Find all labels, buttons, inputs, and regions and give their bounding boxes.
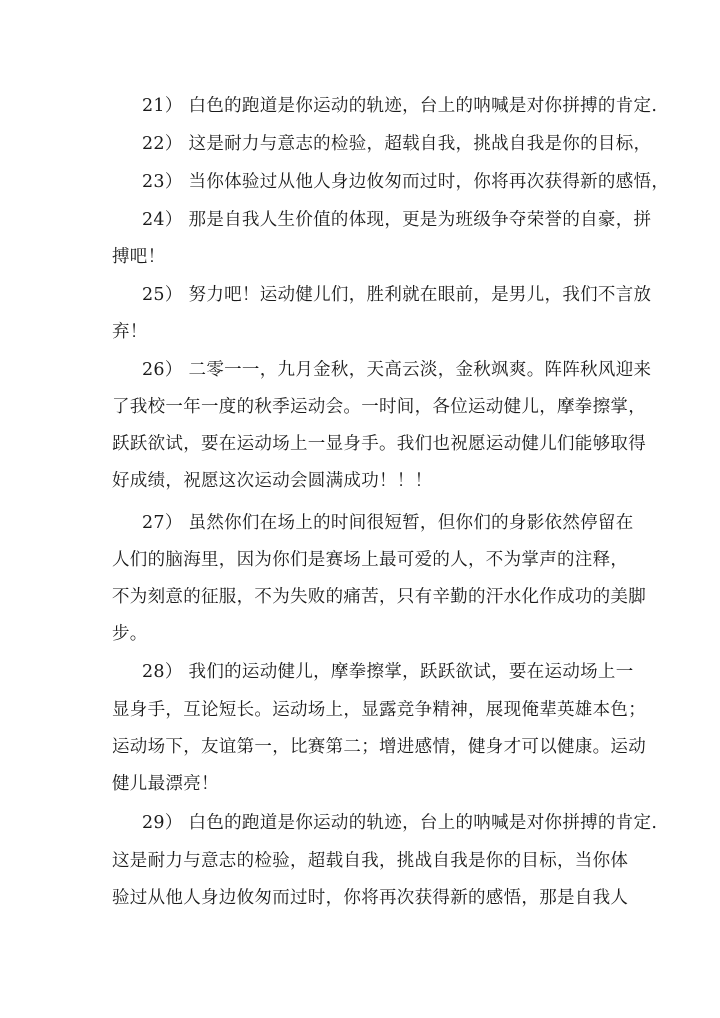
paragraph-29-line-3: 验过从他人身边攸匆而过时，你将再次获得新的感悟，那是自我人 bbox=[112, 888, 629, 908]
paragraph-26-line-1: 26） 二零一一，九月金秋，天高云淡，金秋飒爽。阵阵秋风迎来 bbox=[142, 360, 652, 380]
paragraph-24-line-2: 搏吧！ bbox=[112, 247, 166, 267]
paragraph-27-line-2: 人们的脑海里，因为你们是赛场上最可爱的人，不为掌声的注释， bbox=[112, 550, 629, 570]
paragraph-28-line-1: 28） 我们的运动健儿，摩拳擦掌，跃跃欲试，要在运动场上一 bbox=[142, 662, 634, 682]
paragraph-27-line-4: 步。 bbox=[112, 624, 148, 644]
paragraph-22-line-1: 22） 这是耐力与意志的检验，超载自我，挑战自我是你的目标， bbox=[142, 134, 652, 154]
paragraph-29-line-2: 这是耐力与意志的检验，超载自我，挑战自我是你的目标，当你体 bbox=[112, 851, 629, 871]
paragraph-28-line-2: 显身手，互论短长。运动场上，显露竞争精神，展现俺辈英雄本色； bbox=[112, 700, 646, 720]
paragraph-29-line-1: 29） 白色的跑道是你运动的轨迹，台上的呐喊是对你拼搏的肯定. bbox=[142, 813, 658, 833]
paragraph-27-line-3: 不为刻意的征服，不为失败的痛苦，只有辛勤的汗水化作成功的美脚 bbox=[112, 587, 646, 607]
paragraph-24-line-1: 24） 那是自我人生价值的体现，更是为班级争夺荣誉的自豪，拼 bbox=[142, 210, 652, 230]
paragraph-26-line-2: 了我校一年一度的秋季运动会。一时间，各位运动健儿，摩拳擦掌， bbox=[112, 397, 646, 417]
paragraph-26-line-3: 跃跃欲试，要在运动场上一显身手。我们也祝愿运动健儿们能够取得 bbox=[112, 434, 646, 454]
paragraph-25-line-2: 弃！ bbox=[112, 322, 148, 342]
paragraph-23-line-1: 23） 当你体验过从他人身边攸匆而过时，你将再次获得新的感悟， bbox=[142, 172, 670, 192]
paragraph-28-line-4: 健儿最漂亮！ bbox=[112, 774, 219, 794]
paragraph-26-line-4: 好成绩，祝愿这次运动会圆满成功！！！ bbox=[112, 471, 433, 491]
paragraph-27-line-1: 27） 虽然你们在场上的时间很短暂，但你们的身影依然停留在 bbox=[142, 513, 634, 533]
paragraph-25-line-1: 25） 努力吧！运动健儿们，胜利就在眼前，是男儿，我们不言放 bbox=[142, 285, 652, 305]
paragraph-28-line-3: 运动场下，友谊第一，比赛第二；增进感情，健身才可以健康。运动 bbox=[112, 737, 646, 757]
paragraph-21-line-1: 21） 白色的跑道是你运动的轨迹，台上的呐喊是对你拼搏的肯定. bbox=[142, 96, 658, 116]
